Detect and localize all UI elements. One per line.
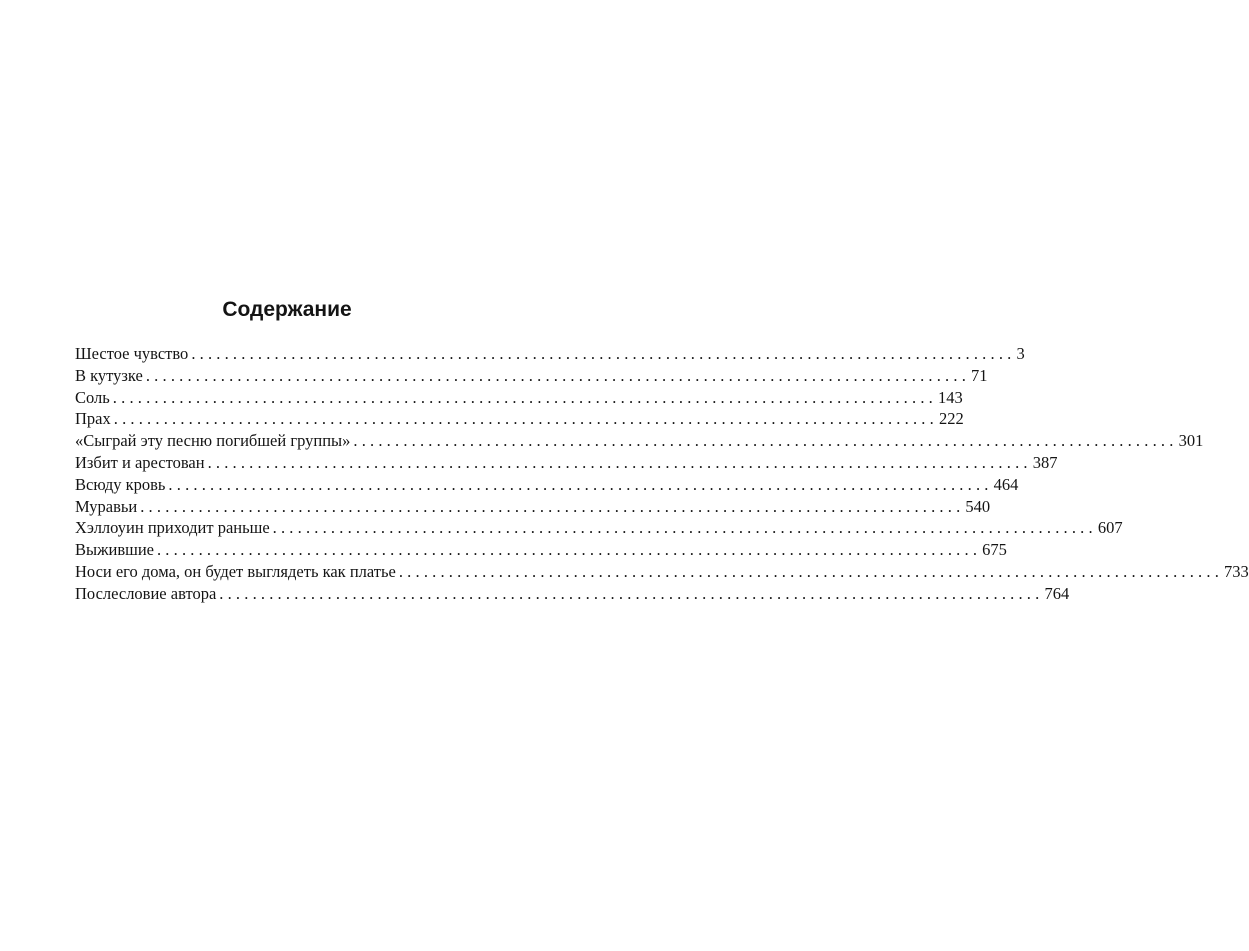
toc-entry [75,517,1123,539]
toc-dot-leader: ................................................................................................... [207,452,1032,472]
toc-dot-leader: ................................................................................................... [272,518,1097,538]
toc-entry-title: Носи его дома, он будет выглядеть как платье [75,561,396,581]
toc-entry-title: Прах [75,409,111,429]
toc-entry [75,387,963,409]
toc-dot-leader: ................................................................................................... [112,387,937,407]
toc-dot-leader: ................................................................................................... [191,344,1016,363]
toc-page-number: 3 [1016,344,1025,363]
toc-entry-title: Выжившие [75,540,154,560]
toc-page-number: 387 [1032,452,1058,472]
toc-entry [75,496,991,518]
table-of-contents [75,343,1249,605]
toc-dot-leader: ................................................................................................... [353,431,1178,451]
toc-page-number: 540 [965,496,991,516]
toc-page-number: 607 [1097,518,1123,538]
toc-entry-title: Хэллоуин приходит раньше [75,518,270,538]
toc-heading: Содержание [222,298,352,321]
toc-page-number: 222 [938,409,964,429]
toc-entry-title: Всюду кровь [75,474,166,494]
toc-page-number: 675 [982,540,1007,560]
toc-entry-title: В кутузке [75,365,143,385]
toc-entry [75,408,964,430]
toc-entry [75,452,1058,474]
toc-dot-leader: ................................................................................................... [156,540,982,560]
toc-entry [75,430,1204,452]
toc-entry [75,583,1070,605]
toc-entry [75,539,1007,561]
toc-entry-title: Шестое чувство [75,344,189,363]
toc-entry [75,343,1025,365]
toc-dot-leader: ................................................................................................... [219,583,1044,603]
toc-page-number: 764 [1044,583,1070,603]
toc-page-number: 71 [971,365,988,385]
toc-entry-title: Избит и арестован [75,452,205,472]
toc-dot-leader: ................................................................................................... [168,474,993,494]
toc-page-number: 464 [993,474,1019,494]
toc-dot-leader: ................................................................................................... [145,365,971,385]
toc-entry-title: Соль [75,387,110,407]
toc-dot-leader: ................................................................................................... [140,496,965,516]
toc-entry [75,474,1019,496]
toc-dot-leader: ................................................................................................... [113,409,938,429]
toc-entry-title: «Сыграй эту песню погибшей группы» [75,431,351,451]
toc-page-number: 301 [1178,431,1204,451]
toc-entry [75,561,1249,583]
toc-entry [75,365,988,387]
toc-entry-title: Муравьи [75,496,138,516]
toc-page-number: 143 [937,387,963,407]
toc-dot-leader: ................................................................................................... [398,561,1224,581]
toc-page-number: 733 [1224,561,1249,581]
toc-entry-title: Послесловие автора [75,583,217,603]
